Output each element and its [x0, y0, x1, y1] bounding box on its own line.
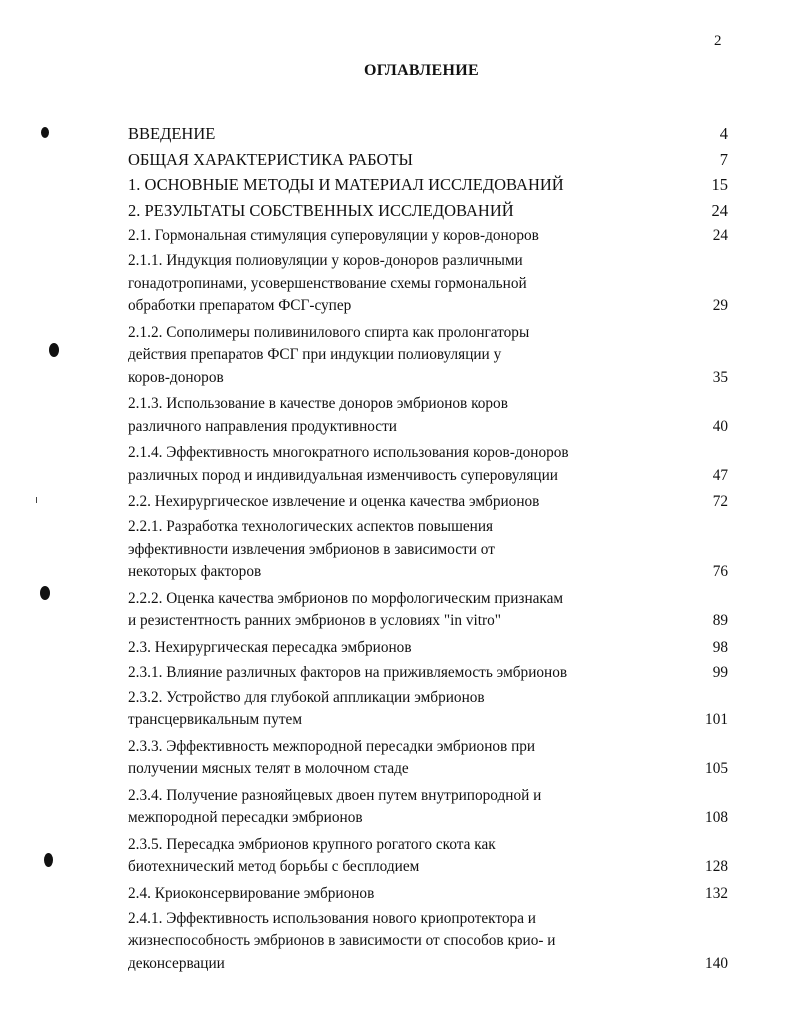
toc-entry-title: 2.1.3. Использование в качестве доноров эмбрионов коров различного направления продуктивности: [128, 395, 508, 435]
toc-entry-page: 99: [712, 663, 728, 681]
toc-entry-title: 2.2. Нехирургическое извлечение и оценка качества эмбрионов: [128, 493, 540, 510]
hole-punch-mark: [40, 586, 50, 600]
page-number: 2: [714, 33, 722, 49]
toc-entry-title: ОБЩАЯ ХАРАКТЕРИСТИКА РАБОТЫ: [128, 149, 413, 169]
toc-entry: [128, 586, 728, 635]
toc-entry: [128, 440, 728, 489]
toc-entry-page: 89: [712, 612, 728, 629]
toc-entry-page: 29: [712, 297, 728, 314]
toc-list: [128, 121, 728, 977]
toc-entry-page: 24: [712, 227, 728, 244]
toc-entry-page: 101: [705, 711, 728, 728]
toc-entry: [128, 660, 728, 685]
toc-entry-page: 132: [705, 884, 728, 902]
toc-entry: [128, 685, 728, 734]
toc-entry-page: 108: [705, 809, 728, 826]
toc-entry: [128, 223, 728, 248]
toc-entry-title: 2. РЕЗУЛЬТАТЫ СОБСТВЕННЫХ ИССЛЕДОВАНИЙ: [128, 200, 514, 220]
toc-entry: [128, 248, 728, 320]
hole-punch-mark: [41, 127, 49, 138]
toc-entry: [128, 121, 728, 147]
toc-entry-page: 47: [712, 466, 728, 484]
toc-entry-page: 72: [712, 493, 728, 510]
toc-entry-title: 2.3. Нехирургическая пересадка эмбрионов: [128, 638, 412, 656]
toc-entry-page: 40: [712, 417, 728, 435]
hole-punch-mark: [44, 853, 53, 867]
toc-entry: [128, 783, 728, 832]
toc-entry: [128, 489, 728, 514]
toc-entry-page: 7: [719, 149, 728, 169]
toc-entry: [128, 172, 728, 198]
toc-entry: [128, 906, 728, 978]
toc-entry-title: 2.3.4. Получение разнояйцевых двоен путем внутрипородной и межпородной пересадки эмбрионов: [128, 786, 542, 826]
toc-entry-title: 2.3.3. Эффективность межпородной пересадки эмбрионов при получении мясных телят в молочном стаде: [128, 737, 536, 777]
toc-entry-title: 2.3.1. Влияние различных факторов на приживляемость эмбрионов: [128, 663, 568, 681]
toc-entry: [128, 734, 728, 783]
toc-entry: [128, 635, 728, 660]
toc-entry-page: 140: [705, 954, 728, 972]
toc-entry: [128, 391, 728, 440]
toc-entry-page: 15: [711, 175, 728, 194]
toc-entry-page: 105: [705, 760, 728, 777]
toc-entry: [128, 147, 728, 173]
toc-entry: [128, 832, 728, 881]
toc-entry-title: 2.3.5. Пересадка эмбрионов крупного рогатого скота как биотехнический метод борьбы с бесплодием: [128, 835, 496, 875]
toc-entry-page: 98: [712, 638, 728, 656]
toc-entry-title: 2.4. Криоконсервирование эмбрионов: [128, 884, 375, 902]
toc-entry-title: 2.1.2. Сополимеры поливинилового спирта как пролонгаторы действия препаратов ФСГ при индукции полиовуляции у коров-доноров: [128, 323, 530, 386]
toc-entry-title: 2.2.1. Разработка технологических аспектов повышения эффективности извлечения эмбрионов в зависимости от некоторых факторов: [128, 518, 495, 580]
toc-entry-page: 24: [711, 200, 728, 220]
toc-entry-page: 35: [712, 368, 728, 386]
toc-entry-page: 76: [712, 563, 728, 580]
toc-entry-title: 2.3.2. Устройство для глубокой аппликации эмбрионов трансцервикальным путем: [128, 688, 485, 728]
toc-entry-title: 2.2.2. Оценка качества эмбрионов по морфологическим признакам и резистентность ранних эмбрионов в условиях "in vitro": [128, 589, 564, 629]
toc-title: ОГЛАВЛЕНИЕ: [364, 62, 479, 79]
toc-entry-page: 4: [719, 124, 728, 143]
toc-entry-title: 2.1. Гормональная стимуляция суперовуляции у коров-доноров: [128, 227, 539, 244]
toc-entry: [128, 198, 728, 224]
toc-entry: [128, 514, 728, 586]
toc-entry-title: 1. ОСНОВНЫЕ МЕТОДЫ И МАТЕРИАЛ ИССЛЕДОВАНИЙ: [128, 175, 564, 194]
toc-entry: [128, 320, 728, 392]
toc-entry-title: 2.4.1. Эффективность использования нового криопротектора и жизнеспособность эмбрионов в зависимости от способов крио- и деконсервации: [128, 909, 556, 972]
scan-speck: [36, 497, 37, 503]
toc-entry-title: ВВЕДЕНИЕ: [128, 124, 216, 143]
toc-entry-page: 128: [705, 858, 728, 875]
hole-punch-mark: [49, 343, 59, 357]
toc-entry-title: 2.1.1. Индукция полиовуляции у коров-доноров различными гонадотропинами, усовершенствование схемы гормональной обработки препаратом ФСГ-супер: [128, 252, 527, 314]
toc-entry: [128, 881, 728, 906]
toc-entry-title: 2.1.4. Эффективность многократного использования коров-доноров различных пород и индивидуальная изменчивость суперовуляции: [128, 444, 569, 484]
